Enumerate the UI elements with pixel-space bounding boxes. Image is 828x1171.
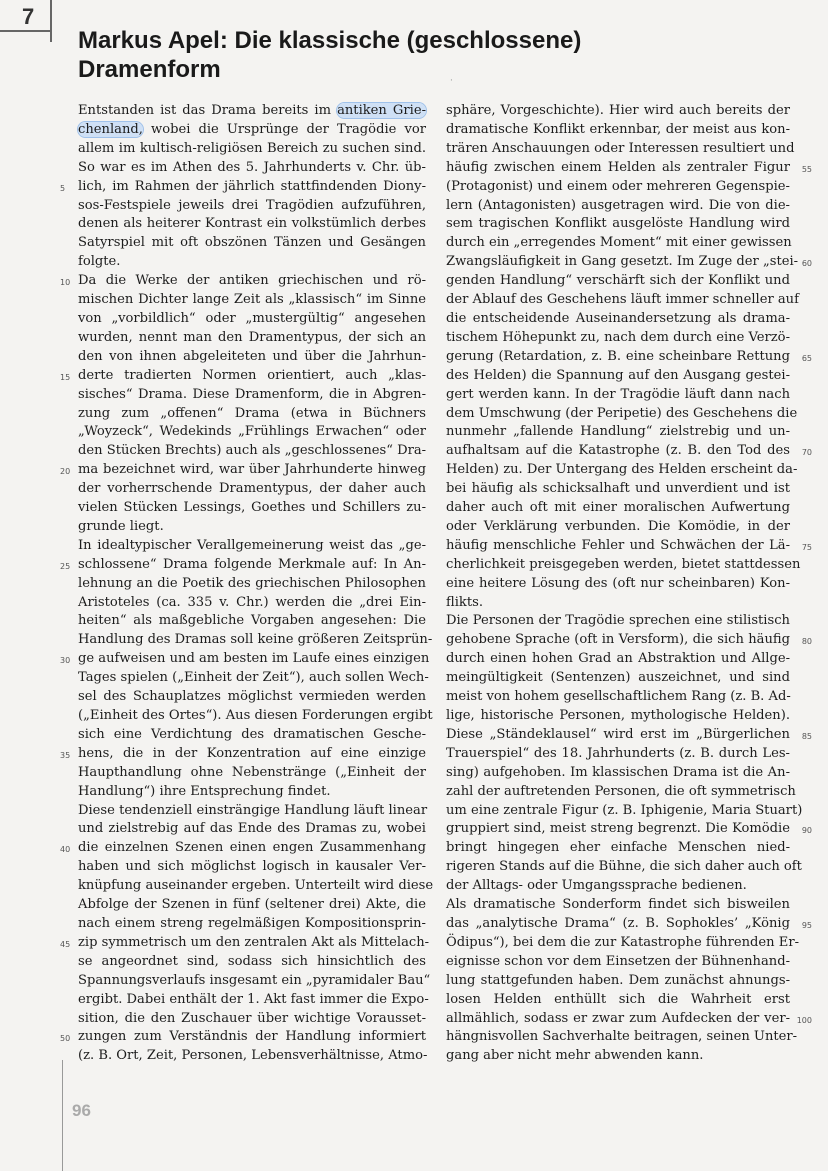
line-text: gerung (Retardation, z. B. eine scheinbare Rettung: [446, 348, 790, 364]
line-text: heiten“ als maßgebliche Vorgaben angesehen: Die: [78, 613, 426, 629]
line-text: lung stattgefunden haben. Dem zunächst ahnungs-: [446, 972, 790, 988]
text-line: [446, 234, 790, 253]
text-line: [78, 1047, 426, 1066]
text-line: [78, 215, 426, 234]
line-text: Entstanden ist das Drama bereits im: [78, 103, 338, 118]
footer-rule: [62, 1060, 63, 1171]
line-number: 85: [801, 731, 812, 741]
line-text: Diese tendenziell einsträngige Handlung läuft linear: [78, 802, 428, 818]
text-column-right: [446, 102, 812, 1066]
line-text: Die Personen der Tragödie sprechen eine stilistisch: [446, 613, 790, 629]
text-line: [78, 329, 426, 348]
line-text: um eine zentrale Figur (z. B. Iphigenie, Maria Stuart): [446, 802, 803, 818]
line-text: Ödipus“), bei dem die zur Katastrophe führenden Er-: [446, 934, 800, 950]
line-text: häufig menschliche Fehler und Schwächen der Lä-: [446, 537, 790, 553]
text-line: [446, 499, 790, 518]
text-line: [446, 915, 812, 934]
line-text: aufhaltsam auf die Katastrophe (z. B. den Tod des: [446, 443, 790, 459]
text-line: [446, 1028, 798, 1047]
line-text: der Ablauf des Geschehens läuft immer schneller auf: [446, 292, 799, 308]
text-line: [446, 934, 800, 953]
line-text: flikts.: [446, 594, 483, 610]
corner-rule-horizontal: [0, 30, 50, 32]
text-line: [60, 839, 426, 858]
line-text: losen Helden enthüllt sich die Wahrheit erst: [446, 991, 790, 1007]
text-line: [78, 518, 426, 537]
line-text: oder Verklärung verbunden. Die Komödie, in der: [446, 518, 790, 534]
line-number: 45: [60, 939, 71, 949]
text-line: [446, 877, 790, 896]
text-line: [446, 272, 790, 291]
line-text: schlossene“ Drama folgende Merkmale auf: In An-: [78, 556, 426, 572]
text-line: [78, 991, 429, 1010]
line-text: Spannungsverlaufs insgesamt ein „pyramidaler Bau“: [78, 972, 431, 988]
text-line: [446, 650, 790, 669]
text-line: [446, 972, 790, 991]
text-line: [446, 783, 796, 802]
line-text: lige, historische Personen, mythologische Helden).: [446, 708, 790, 723]
text-line: [446, 953, 790, 972]
highlighted-text: antiken Grie-: [337, 103, 426, 118]
text-line: [446, 1047, 790, 1066]
line-number: 20: [60, 467, 71, 477]
line-text: wobei die Ursprünge der Tragödie vor: [142, 121, 426, 137]
line-number: 95: [801, 920, 812, 930]
text-line: [446, 215, 790, 234]
text-line: [446, 896, 790, 915]
text-line: [446, 310, 790, 329]
line-number: 65: [801, 353, 812, 363]
corner-rule-vertical: [50, 0, 52, 42]
text-line: [78, 159, 426, 178]
text-line: [446, 820, 812, 839]
text-line: [78, 291, 426, 310]
text-line: [446, 480, 790, 499]
line-text: dem Umschwung (der Peripetie) des Geschehens die: [446, 405, 798, 421]
line-text: knüpfung auseinander ergeben. Unterteilt wird diese: [78, 878, 434, 894]
line-text: nunmehr „fallende Handlung“ zielstrebig und un-: [446, 424, 790, 440]
text-line: [446, 291, 799, 310]
line-text: mischen Dichter lange Zeit als „klassisch“ im Sinne: [78, 292, 426, 308]
line-text: rigeren Stands auf die Bühne, die sich daher auch oft: [446, 859, 802, 875]
text-line: [78, 972, 431, 991]
text-line: [78, 783, 426, 802]
line-text: lern (Antagonisten) ausgetragen wird. Die von die-: [446, 197, 790, 213]
text-line: [60, 461, 426, 480]
line-text: von „vorbildlich“ oder „mustergültig“ angesehen: [78, 310, 426, 326]
line-text: häufig zwischen einem Helden als zentraler Figur: [446, 159, 790, 175]
line-text: Satyrspiel mit oft obszönen Tänzen und Gesängen: [78, 235, 426, 251]
line-text: derte tradierten Normen orientiert, auch „klas-: [78, 367, 426, 383]
text-line: [446, 707, 790, 726]
text-line: [446, 121, 790, 140]
text-line: [446, 839, 790, 858]
line-text: se angeordnet sind, sodass sich hinsichtlich des: [78, 953, 426, 969]
text-line: [78, 877, 434, 896]
text-line: [78, 234, 426, 253]
line-text: ge aufweisen und am besten im Laufe eines einzigen: [78, 651, 430, 667]
line-number: 50: [60, 1034, 71, 1044]
text-line: [446, 159, 812, 178]
line-number: 35: [60, 750, 71, 760]
line-text: und zielstrebig auf das Ende des Dramas zu, wobei: [78, 821, 426, 837]
line-text: durch einen hohen Grad an Abstraktion und Allge-: [446, 651, 790, 667]
line-text: sition, die den Zuschauer über wichtige Vorausset-: [78, 1010, 426, 1026]
text-line: [78, 820, 426, 839]
line-text: sphäre, Vorgeschichte). Hier wird auch bereits der: [446, 103, 790, 118]
line-text: sisches“ Drama. Diese Dramenform, die in Abgren-: [78, 386, 426, 402]
line-text: eignisse schon vor dem Einsetzen der Bühnenhand-: [446, 953, 790, 969]
line-text: (Protagonist) und einem oder mehreren Gegenspie-: [446, 178, 790, 194]
text-line: [60, 272, 426, 291]
text-line: [78, 726, 426, 745]
text-line: [78, 594, 426, 613]
line-text: Abfolge der Szenen in fünf (seltener drei) Akte, die: [78, 897, 426, 913]
line-text: des Helden) die Spannung auf den Ausgang gestei-: [446, 367, 790, 383]
line-number: 30: [60, 656, 71, 666]
line-text: die entscheidende Auseinandersetzung als drama-: [446, 310, 790, 326]
text-line: [78, 386, 426, 405]
text-line: [446, 631, 812, 650]
line-number: 90: [801, 826, 812, 836]
line-text: wurden, nennt man den Dramentypus, der sich an: [78, 329, 426, 345]
text-line: [78, 669, 429, 688]
line-text: folgte.: [78, 254, 121, 270]
page-title: Markus Apel: Die klassische (geschlossene) Dramenform: [78, 27, 582, 83]
text-line: [446, 858, 802, 877]
text-line: [446, 442, 812, 461]
text-line: [446, 140, 795, 159]
text-line: [446, 575, 790, 594]
line-text: daher auch oft mit einer moralischen Aufwertung: [446, 500, 790, 516]
line-text: gert werden kann. In der Tragödie läuft dann nach: [446, 386, 790, 402]
line-text: allmählich, sodass er zwar zum Aufdecken der ver-: [446, 1010, 790, 1026]
text-line: [446, 669, 790, 688]
line-text: eine heitere Lösung des (oft nur scheinbaren) Kon-: [446, 575, 790, 591]
line-text: zip symmetrisch um den zentralen Akt als Mittelach-: [78, 934, 430, 950]
text-line: [78, 858, 426, 877]
line-number: 15: [60, 372, 71, 382]
text-line: [446, 102, 790, 121]
text-line: [446, 518, 790, 537]
text-line: [446, 461, 798, 480]
line-text: lehnung an die Poetik des griechischen Philosophen: [78, 575, 426, 591]
line-text: Trauerspiel“ des 18. Jahrhunderts (z. B. durch Les-: [446, 745, 790, 761]
line-text: die einzelnen Szenen einen engen Zusammenhang: [78, 840, 426, 856]
line-number: 60: [801, 259, 812, 269]
line-text: Handlung“) ihre Entsprechung findet.: [78, 783, 331, 799]
line-text: sel des Schauplatzes möglichst vermieden werden: [78, 689, 426, 705]
text-line: [446, 802, 803, 821]
text-line: [446, 1010, 812, 1029]
line-text: genden Handlung“ verschärft sich der Konflikt und: [446, 273, 790, 289]
line-text: Tages spielen („Einheit der Zeit“), auch sollen Wech-: [78, 670, 429, 686]
line-text: Da die Werke der antiken griechischen und rö-: [78, 273, 426, 289]
line-text: (z. B. Ort, Zeit, Personen, Lebensverhältnisse, Atmo-: [78, 1048, 428, 1064]
line-text: Aristoteles (ca. 335 v. Chr.) werden die „drei Ein-: [78, 594, 426, 610]
line-text: („Einheit des Ortes“). Aus diesen Forderungen ergibt: [78, 708, 433, 723]
text-line: [78, 253, 426, 272]
line-number: 70: [801, 448, 812, 458]
line-text: lich, im Rahmen der jährlich stattfindenden Diony-: [78, 178, 426, 194]
text-line: [60, 367, 426, 386]
line-text: Haupthandlung ohne Nebenstränge („Einheit der: [78, 764, 426, 780]
text-line: [60, 556, 426, 575]
line-text: zahl der auftretenden Personen, die oft symmetrisch: [446, 783, 796, 799]
text-line: [446, 556, 801, 575]
line-text: gehobene Sprache (oft in Versform), die sich häufig: [446, 632, 790, 648]
text-line: [78, 197, 426, 216]
line-text: sos-Festspiele jeweils drei Tragödien aufzuführen,: [78, 197, 426, 213]
page-number: 96: [72, 1101, 91, 1120]
text-line: [78, 612, 426, 631]
line-text: „Woyzeck“, Wedekinds „Frühlings Erwachen“ oder: [78, 424, 426, 440]
text-line: [78, 575, 426, 594]
text-line: [78, 102, 426, 121]
line-text: cherlichkeit preisgegeben werden, bietet stattdessen: [446, 556, 801, 572]
text-line: [446, 367, 790, 386]
text-line: [446, 764, 790, 783]
line-text: In idealtypischer Verallgemeinerung weist das „ge-: [78, 537, 426, 553]
text-line: [446, 253, 812, 272]
line-text: tischem Höhepunkt zu, nach dem durch eine Verzö-: [446, 329, 790, 345]
text-line: [78, 348, 426, 367]
line-text: trären Anschauungen oder Interessen resultiert und: [446, 140, 795, 156]
text-line: [446, 386, 790, 405]
line-text: Helden) zu. Der Untergang des Helden erscheint da-: [446, 462, 798, 478]
line-text: ma bezeichnet wird, war über Jahrhunderte hinweg: [78, 462, 426, 478]
line-text: gruppiert sind, meist streng begrenzt. Die Komödie: [446, 821, 790, 837]
line-text: Zwangsläufigkeit in Gang gesetzt. Im Zuge der „stei-: [446, 254, 799, 270]
text-line: [78, 537, 426, 556]
line-text: grunde liegt.: [78, 518, 164, 534]
line-text: den Stücken Brechts) auch als „geschlossenes“ Dra-: [78, 443, 427, 459]
line-text: bringt hingegen eher einfache Menschen nied-: [446, 840, 790, 856]
highlighted-text: chenland,: [78, 121, 143, 137]
line-text: meist von hohem gesellschaftlichem Rang (z. B. Ad-: [446, 689, 791, 705]
text-line: [446, 745, 790, 764]
text-line: [60, 745, 426, 764]
line-text: durch ein „erregendes Moment“ mit einer gewissen: [446, 235, 792, 251]
line-text: der vorherrschende Dramentypus, der daher auch: [78, 481, 426, 497]
text-line: [78, 121, 426, 140]
line-text: zung zum „offenen“ Drama (etwa in Büchners: [78, 405, 426, 421]
line-text: hens, die in der Konzentration auf eine einzige: [78, 745, 426, 761]
line-text: sem tragischen Konflikt ausgelöste Handlung wird: [446, 216, 790, 232]
text-line: [60, 178, 426, 197]
chapter-number: 7: [22, 4, 35, 29]
text-line: [446, 348, 812, 367]
text-line: [78, 896, 426, 915]
text-line: [78, 499, 426, 518]
line-number: 100: [796, 1015, 812, 1025]
line-text: So war es im Athen des 5. Jahrhunderts v. Chr. üb-: [78, 159, 426, 175]
text-line: [78, 442, 426, 461]
scan-mark: ·: [450, 76, 453, 86]
text-line: [446, 178, 790, 197]
line-text: vielen Stücken Lessings, Goethes und Schillers zu-: [78, 500, 426, 516]
text-line: [78, 764, 426, 783]
line-text: das „analytische Drama“ (z. B. Sophokles’ „König: [446, 915, 790, 931]
text-line: [446, 612, 790, 631]
line-number: 55: [801, 164, 812, 174]
text-line: [78, 631, 433, 650]
line-text: haben und sich möglichst logisch in kausaler Ver-: [78, 859, 426, 875]
line-text: Handlung des Dramas soll keine größeren Zeitsprün-: [78, 632, 433, 648]
line-text: nach einem streng regelmäßigen Kompositionsprin-: [78, 915, 426, 931]
text-line: [446, 594, 790, 613]
text-line: [78, 953, 426, 972]
line-text: allem im kultisch-religiösen Bereich zu suchen sind.: [78, 140, 426, 156]
line-text: sing) aufgehoben. Im klassischen Drama ist die An-: [446, 764, 790, 780]
line-text: hängnisvollen Sachverhalte beitragen, seinen Unter-: [446, 1029, 798, 1045]
text-line: [78, 310, 426, 329]
line-text: Diese „Ständeklausel“ wird erst im „Bürgerlichen: [446, 726, 790, 742]
line-text: Als dramatische Sonderform findet sich bisweilen: [446, 897, 790, 913]
text-line: [78, 802, 426, 821]
text-line: [446, 197, 790, 216]
line-text: dramatische Konflikt erkennbar, der meist aus kon-: [446, 121, 790, 137]
line-text: bei häufig als schicksalhaft und unverdient und ist: [446, 481, 790, 497]
text-line: [446, 991, 790, 1010]
text-line: [78, 688, 426, 707]
line-number: 25: [60, 561, 71, 571]
line-text: denen als heiterer Kontrast ein volkstümlich derbes: [78, 216, 426, 232]
line-text: den von ihnen abgeleiteten und über die Jahrhun-: [78, 348, 426, 364]
text-line: [60, 1028, 426, 1047]
line-number: 40: [60, 845, 71, 855]
text-line: [446, 405, 798, 424]
text-line: [78, 423, 426, 442]
line-text: gang aber nicht mehr abwenden kann.: [446, 1048, 704, 1064]
text-line: [446, 329, 790, 348]
line-number: 10: [60, 278, 71, 288]
line-number: 75: [801, 542, 812, 552]
text-line: [78, 405, 426, 424]
text-line: [446, 688, 790, 707]
line-text: zungen zum Verständnis der Handlung informiert: [78, 1029, 426, 1045]
line-number: 80: [801, 637, 812, 647]
line-text: meingültigkeit (Sentenzen) auszeichnet, und sind: [446, 670, 790, 686]
text-line: [78, 480, 426, 499]
line-number: 5: [60, 183, 66, 193]
text-line: [60, 934, 430, 953]
text-line: [446, 537, 812, 556]
text-line: [78, 915, 426, 934]
line-text: ergibt. Dabei enthält der 1. Akt fast immer die Expo-: [78, 991, 429, 1007]
text-line: [78, 1010, 426, 1029]
line-text: der Alltags- oder Umgangssprache bedienen.: [446, 878, 747, 894]
text-column-left: [60, 102, 434, 1066]
text-line: [446, 726, 812, 745]
text-line: [78, 707, 433, 726]
text-line: [60, 650, 430, 669]
text-line: [78, 140, 426, 159]
text-line: [446, 423, 790, 442]
line-text: sich eine Verdichtung des dramatischen Gesche-: [78, 726, 426, 742]
